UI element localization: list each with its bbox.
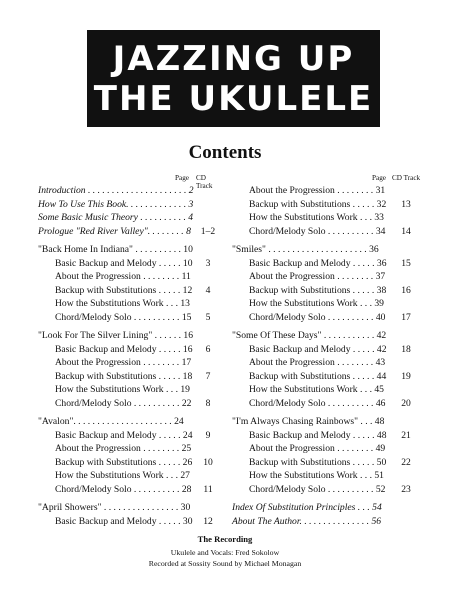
toc-entry-cd-track: 6 — [205, 343, 211, 355]
toc-entry-cd-track: 4 — [205, 284, 211, 296]
toc-entry-cd-track: 21 — [401, 429, 411, 441]
contents-heading: Contents — [188, 142, 262, 163]
toc-entry-title: About the Progression . . . . . . . . 25 — [55, 443, 192, 454]
toc-entry — [232, 415, 422, 429]
toc-entry — [38, 397, 218, 411]
toc-entry — [38, 429, 218, 443]
toc-entry-cd-track: 20 — [401, 397, 411, 409]
toc-entry-title: How the Substitutions Work . . . 27 — [55, 470, 190, 481]
toc-entry — [232, 270, 422, 284]
toc-entry-title: Chord/Melody Solo . . . . . . . . . . 22 — [55, 397, 192, 409]
toc-entry — [38, 356, 218, 370]
toc-entry-title: Backup with Substitutions . . . . . 38 — [249, 284, 387, 296]
toc-entry — [38, 469, 218, 483]
toc-entry-title: Backup with Substitutions . . . . . 32 — [249, 198, 387, 210]
toc-entry — [232, 284, 422, 298]
toc-entry — [38, 284, 218, 298]
toc-entry-cd-track: 5 — [205, 311, 211, 323]
toc-entry — [232, 456, 422, 470]
toc-entry-cd-track: 16 — [401, 284, 411, 296]
toc-entry-title: Prologue "Red River Valley". . . . . . . . 8 — [38, 225, 191, 237]
toc-entry-title: How To Use This Book. . . . . . . . . . . . . 3 — [38, 198, 194, 210]
toc-entry-title: Chord/Melody Solo . . . . . . . . . . 15 — [55, 311, 192, 323]
toc-entry-title: Chord/Melody Solo . . . . . . . . . . 40 — [249, 311, 386, 323]
toc-entry-cd-track: 23 — [401, 483, 411, 495]
toc-entry-title: "Back Home In Indiana" . . . . . . . . . . 10 — [38, 244, 193, 255]
toc-entry-title: About the Progression . . . . . . . . 37 — [249, 271, 386, 282]
toc-entry — [38, 501, 218, 515]
toc-entry-title: Backup with Substitutions . . . . . 26 — [55, 456, 193, 468]
toc-entry — [38, 515, 218, 529]
toc-entry-title: Introduction . . . . . . . . . . . . . . . . . . . . . 2 — [38, 185, 194, 196]
toc-entry — [38, 270, 218, 284]
toc-entry-cd-track: 14 — [401, 225, 411, 237]
toc-entry — [38, 329, 218, 343]
banner-title-line-1: JAZZING UP — [112, 38, 355, 79]
toc-right-list — [232, 184, 422, 528]
toc-entry-title: About the Progression . . . . . . . . 43 — [249, 357, 386, 368]
toc-entry-title: "Some Of These Days" . . . . . . . . . . . 42 — [232, 330, 387, 341]
toc-entry — [38, 257, 218, 271]
toc-entry — [38, 184, 218, 198]
toc-entry — [232, 184, 422, 198]
toc-entry — [232, 297, 422, 311]
toc-entry-title: Basic Backup and Melody . . . . . 24 — [55, 429, 193, 441]
toc-entry — [232, 198, 422, 212]
toc-right-column — [232, 172, 422, 528]
toc-entry-title: Backup with Substitutions . . . . . 44 — [249, 370, 387, 382]
toc-entry-title: Chord/Melody Solo . . . . . . . . . . 28 — [55, 483, 192, 495]
toc-entry-cd-track: 11 — [203, 483, 213, 495]
toc-entry — [38, 415, 218, 429]
toc-entry-title: About The Author. . . . . . . . . . . . . . . 56 — [232, 515, 382, 527]
toc-entry-title: "April Showers" . . . . . . . . . . . . . . . . 30 — [38, 502, 191, 513]
toc-entry-cd-track: 7 — [205, 370, 211, 382]
toc-entry-cd-track: 22 — [401, 456, 411, 468]
toc-left-column-header — [38, 172, 218, 190]
toc-entry-title: Basic Backup and Melody . . . . . 48 — [249, 429, 387, 441]
toc-entry-title: "Smiles" . . . . . . . . . . . . . . . . . . . . . 36 — [232, 244, 379, 255]
toc-entry-title: Backup with Substitutions . . . . . 50 — [249, 456, 387, 468]
toc-entry-title: How the Substitutions Work . . . 45 — [249, 384, 384, 395]
toc-entry — [232, 343, 422, 357]
toc-entry-cd-track: 12 — [203, 515, 213, 527]
toc-entry-title: About the Progression . . . . . . . . 17 — [55, 357, 192, 368]
toc-entry-title: Chord/Melody Solo . . . . . . . . . . 52 — [249, 483, 386, 495]
toc-entry — [232, 211, 422, 225]
toc-entry-cd-track: 18 — [401, 343, 411, 355]
toc-entry-title: About the Progression . . . . . . . . 31 — [249, 185, 386, 196]
toc-entry-title: About the Progression . . . . . . . . 11 — [55, 271, 191, 282]
toc-right-column-header — [232, 172, 422, 184]
toc-entry-cd-track: 15 — [401, 257, 411, 269]
banner-title-line-2: THE UKULELE — [93, 78, 374, 119]
toc-entry — [38, 225, 218, 239]
toc-entry-cd-track: 10 — [203, 456, 213, 468]
cd-track-column-header: CD Track — [196, 174, 213, 190]
toc-entry-title: "Look For The Silver Lining" . . . . . . 16 — [38, 330, 194, 341]
toc-entry-cd-track: 17 — [401, 311, 411, 323]
toc-entry — [38, 243, 218, 257]
toc-entry — [38, 343, 218, 357]
toc-entry-title: Basic Backup and Melody . . . . . 30 — [55, 515, 193, 527]
toc-entry-title: Some Basic Music Theory . . . . . . . . . . 4 — [38, 212, 194, 223]
page-column-header: Page — [372, 174, 386, 182]
toc-entry — [232, 429, 422, 443]
toc-entry — [232, 442, 422, 456]
toc-entry — [38, 211, 218, 225]
toc-entry-cd-track: 9 — [205, 429, 211, 441]
toc-entry — [232, 311, 422, 325]
toc-entry — [232, 356, 422, 370]
toc-entry-cd-track: 3 — [205, 257, 211, 269]
toc-entry — [38, 311, 218, 325]
toc-entry — [232, 469, 422, 483]
toc-entry-title: Basic Backup and Melody . . . . . 16 — [55, 343, 193, 355]
toc-entry-title: How the Substitutions Work . . . 39 — [249, 298, 384, 309]
toc-entry-title: How the Substitutions Work . . . 33 — [249, 212, 384, 223]
toc-entry — [38, 198, 218, 212]
toc-entry — [232, 397, 422, 411]
toc-entry — [232, 483, 422, 497]
toc-entry-cd-track: 13 — [401, 198, 411, 210]
recording-credit-studio: Recorded at Sossity Sound by Michael Monagan — [148, 559, 302, 568]
toc-entry-title: "I'm Always Chasing Rainbows" . . . 48 — [232, 416, 385, 427]
toc-entry-title: Backup with Substitutions . . . . . 12 — [55, 284, 193, 296]
toc-entry-cd-track: 1–2 — [200, 225, 216, 237]
recording-title: The Recording — [197, 534, 253, 544]
toc-entry-title: How the Substitutions Work . . . 51 — [249, 470, 384, 481]
recording-credit-vocals: Ukulele and Vocals: Fred Sokolow — [170, 548, 280, 557]
toc-left-list — [38, 184, 218, 528]
toc-entry — [232, 243, 422, 257]
page-column-header: Page — [175, 174, 189, 182]
toc-entry — [38, 483, 218, 497]
toc-entry-title: Chord/Melody Solo . . . . . . . . . . 34 — [249, 225, 386, 237]
toc-left-column — [38, 172, 218, 528]
toc-entry-title: Index Of Substitution Principles . . . 54 — [232, 502, 382, 513]
toc-entry-title: "Avalon". . . . . . . . . . . . . . . . . . . . . 24 — [38, 416, 184, 427]
toc-entry — [232, 257, 422, 271]
toc-entry-title: Basic Backup and Melody . . . . . 36 — [249, 257, 387, 269]
toc-entry-title: Backup with Substitutions . . . . . 18 — [55, 370, 193, 382]
toc-entry — [232, 515, 422, 529]
toc-entry — [232, 383, 422, 397]
toc-entry-title: Chord/Melody Solo . . . . . . . . . . 46 — [249, 397, 386, 409]
title-banner — [87, 30, 380, 127]
toc-entry — [38, 442, 218, 456]
toc-entry — [232, 329, 422, 343]
toc-entry-title: About the Progression . . . . . . . . 49 — [249, 443, 386, 454]
toc-entry — [38, 370, 218, 384]
recording-credits — [0, 534, 450, 569]
toc-entry — [38, 456, 218, 470]
toc-entry — [38, 297, 218, 311]
toc-entry-title: Basic Backup and Melody . . . . . 42 — [249, 343, 387, 355]
toc-entry-title: How the Substitutions Work . . . 19 — [55, 384, 190, 395]
toc-entry-cd-track: 19 — [401, 370, 411, 382]
toc-entry — [232, 501, 422, 515]
toc-entry-cd-track: 8 — [205, 397, 211, 409]
toc-entry — [232, 370, 422, 384]
toc-entry — [38, 383, 218, 397]
toc-entry — [232, 225, 422, 239]
toc-entry-title: Basic Backup and Melody . . . . . 10 — [55, 257, 193, 269]
toc-entry-title: How the Substitutions Work . . . 13 — [55, 298, 190, 309]
cd-track-column-header: CD Track — [392, 174, 421, 182]
